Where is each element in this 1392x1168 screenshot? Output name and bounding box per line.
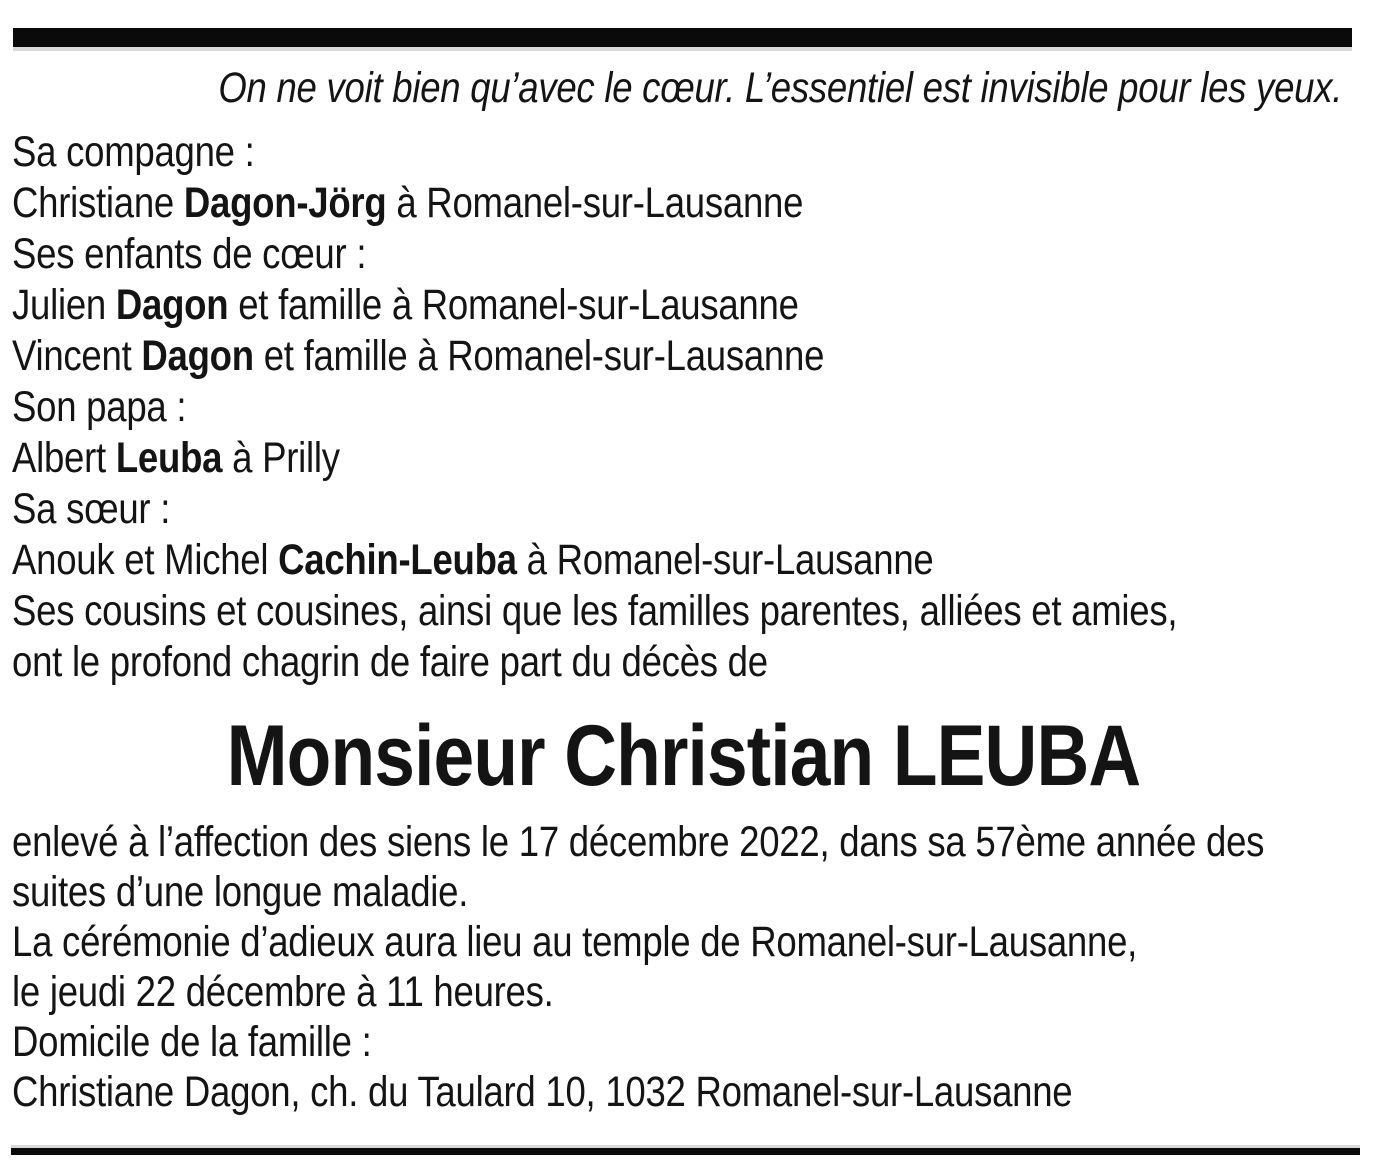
epigraph-line — [14, 63, 1342, 114]
top-rule — [13, 28, 1352, 47]
line-text: Sa compagne : — [12, 128, 255, 176]
family-name: Dagon — [141, 332, 254, 380]
detail-line — [12, 867, 1392, 917]
line-text: Anouk et Michel — [12, 536, 279, 584]
announcement-line — [12, 586, 1392, 637]
announcement-line — [12, 637, 1392, 688]
line-text: Domicile de la famille : — [12, 1018, 372, 1066]
announcement-line — [12, 229, 1392, 280]
line-text: Christiane — [12, 179, 184, 227]
detail-line — [12, 817, 1392, 867]
line-text: Ses cousins et cousines, ainsi que les familles parentes, alliées et amies, — [12, 587, 1178, 635]
line-text: ont le profond chagrin de faire part du décès de — [12, 638, 768, 686]
line-text: Son papa : — [12, 383, 187, 431]
family-announcement — [12, 127, 1392, 688]
announcement-line — [12, 178, 1392, 229]
line-text: Ses enfants de cœur : — [12, 230, 367, 278]
announcement-line — [12, 382, 1392, 433]
ceremony-details — [12, 817, 1392, 1117]
announcement-line — [12, 331, 1392, 382]
line-text: à Romanel-sur-Lausanne — [386, 179, 804, 227]
family-name: Cachin-Leuba — [278, 536, 517, 584]
line-text: Albert — [12, 434, 116, 482]
announcement-line — [12, 280, 1392, 331]
announcement-line — [12, 127, 1392, 178]
line-text: et famille à Romanel-sur-Lausanne — [228, 281, 799, 329]
detail-line — [12, 917, 1392, 967]
line-text: Christiane Dagon, ch. du Taulard 10, 1032 Romanel-sur-Lausanne — [12, 1068, 1073, 1116]
detail-line — [12, 1067, 1392, 1117]
detail-line — [12, 967, 1392, 1017]
detail-line — [12, 1017, 1392, 1067]
line-text: le jeudi 22 décembre à 11 heures. — [12, 968, 554, 1016]
bottom-rule — [11, 1148, 1360, 1155]
family-name: Dagon — [115, 281, 229, 329]
line-text: enlevé à l’affection des siens le 17 décembre 2022, dans sa 57ème année des — [12, 818, 1265, 866]
deceased-name-text: Monsieur Christian LEUBA — [226, 708, 1140, 804]
line-text: et famille à Romanel-sur-Lausanne — [253, 332, 825, 380]
line-text: Julien — [12, 281, 116, 329]
announcement-line — [12, 484, 1392, 535]
family-name: Dagon-Jörg — [183, 179, 387, 227]
epigraph-text: On ne voit bien qu’avec le cœur. L’essentiel est invisible pour les yeux. — [218, 64, 1342, 112]
line-text: suites d’une longue maladie. — [12, 868, 469, 916]
announcement-line — [12, 535, 1392, 586]
line-text: Vincent — [12, 332, 142, 380]
line-text: à Prilly — [222, 434, 340, 482]
announcement-line — [12, 433, 1392, 484]
deceased-name-title — [14, 701, 1352, 811]
family-name: Leuba — [115, 434, 223, 482]
line-text: La cérémonie d’adieux aura lieu au temple de Romanel-sur-Lausanne, — [12, 918, 1138, 966]
line-text: à Romanel-sur-Lausanne — [516, 536, 934, 584]
line-text: Sa sœur : — [12, 485, 171, 533]
